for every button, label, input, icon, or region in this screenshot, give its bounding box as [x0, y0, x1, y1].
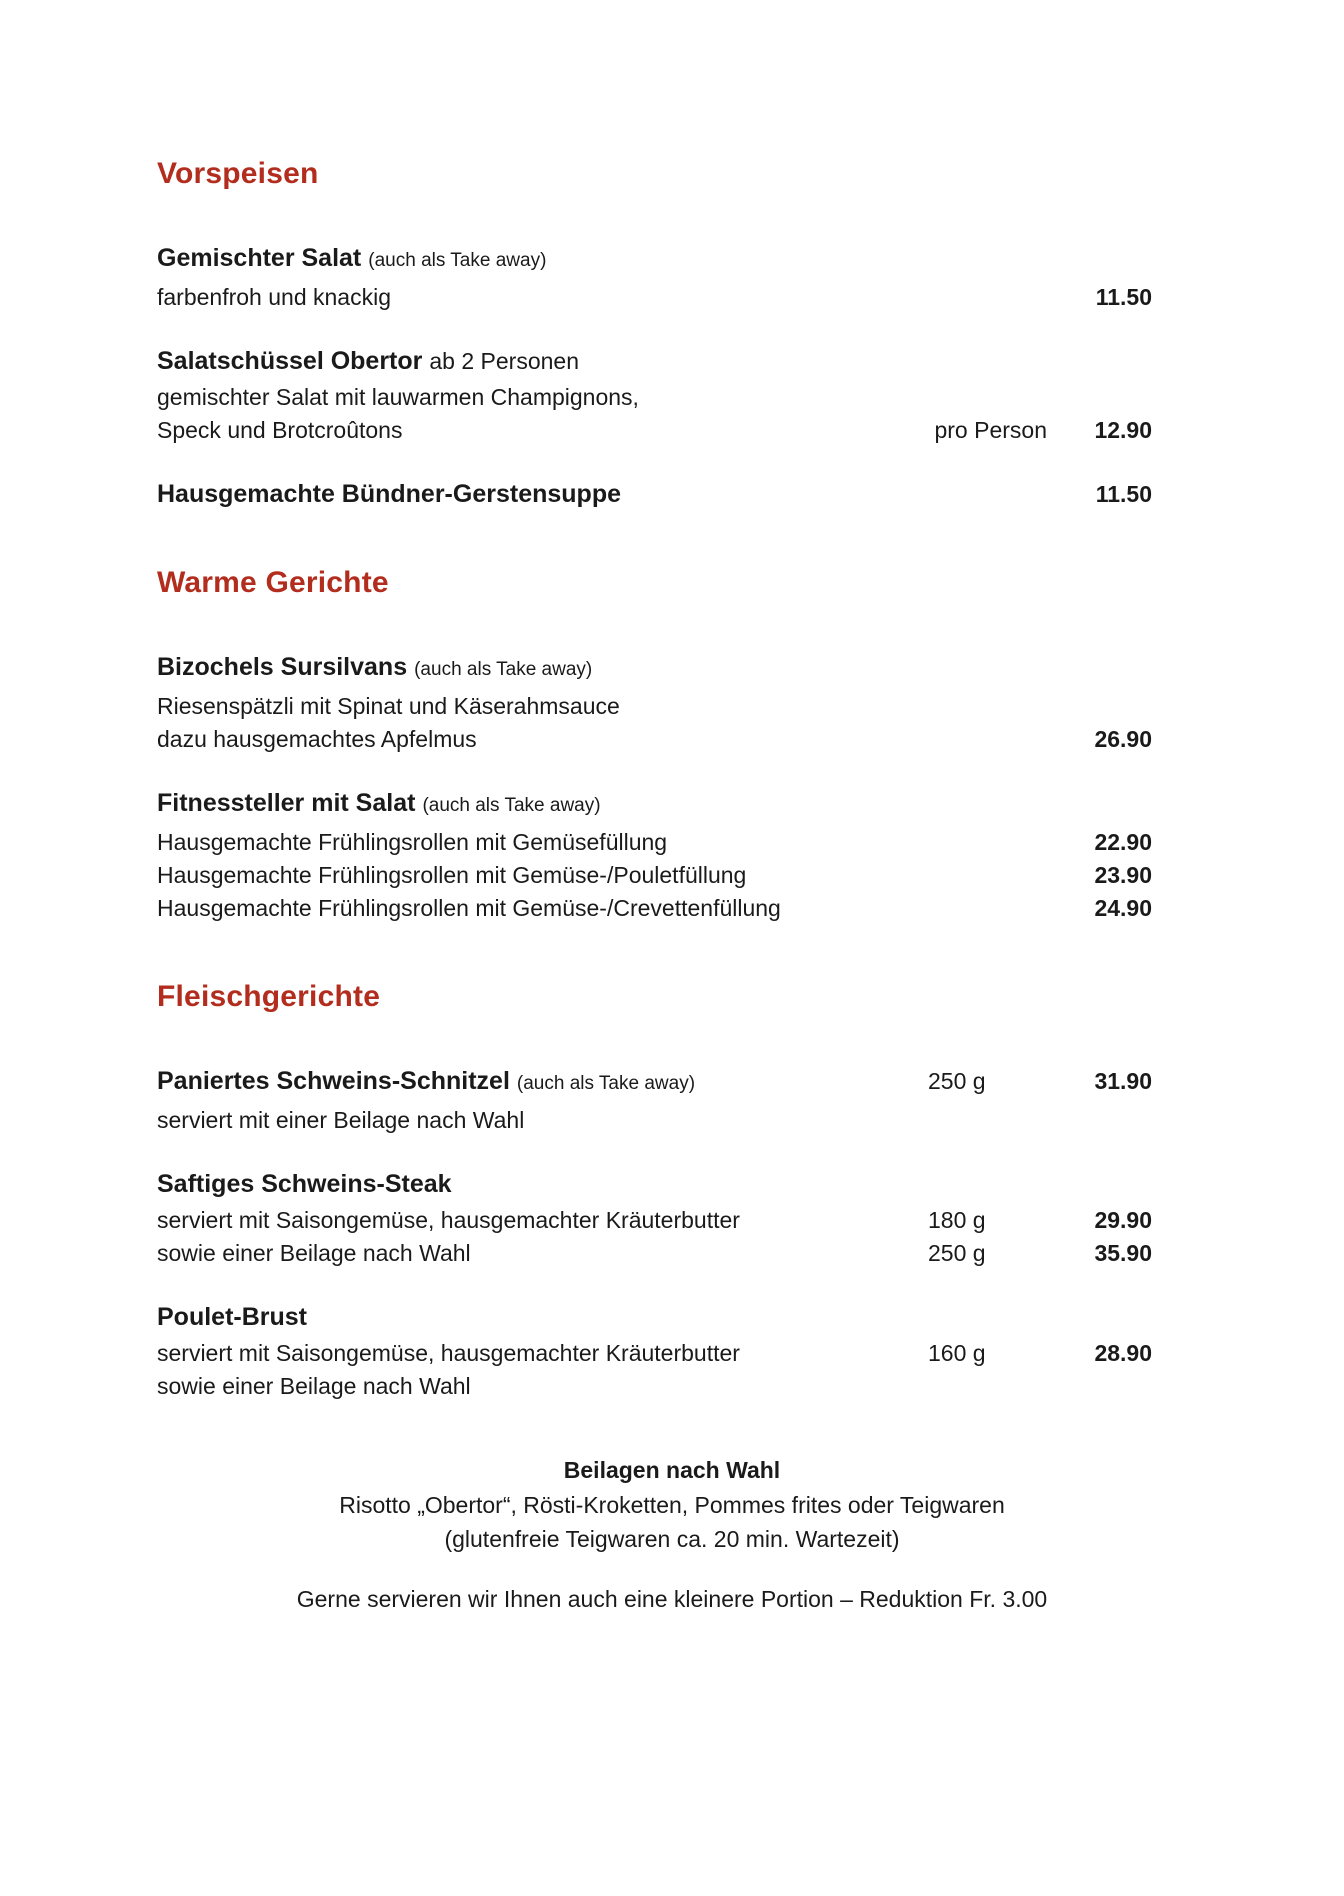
item-description: serviert mit Saisongemüse, hausgemachter Kräuterbutter	[157, 1207, 740, 1233]
section-fleischgerichte	[157, 975, 1152, 1403]
item-description: sowie einer Beilage nach Wahl	[157, 1240, 471, 1266]
item-description: Speck und Brotcroûtons	[157, 417, 403, 443]
item-name-cell	[157, 1064, 927, 1101]
item-name: Paniertes Schweins-Schnitzel	[157, 1067, 510, 1095]
item-name-cell	[157, 344, 927, 378]
item-description: farbenfroh und knackig	[157, 284, 391, 310]
item-title-row	[157, 786, 1152, 823]
section-title: Warme Gerichte	[157, 566, 389, 599]
item-description: serviert mit einer Beilage nach Wahl	[157, 1107, 525, 1133]
item-price: 24.90	[1094, 895, 1152, 921]
item-price: 29.90	[1094, 1207, 1152, 1233]
item-line	[157, 281, 1152, 314]
item-title-row	[157, 1167, 1152, 1201]
item-price: 11.50	[1095, 481, 1152, 507]
small-portion-note: Gerne servieren wir Ihnen auch eine kleinere Portion – Reduktion Fr. 3.00	[296, 1586, 1048, 1612]
menu-item-poulet-brust	[157, 1300, 1152, 1403]
item-name-cell	[157, 241, 927, 278]
item-title-row	[157, 241, 1152, 278]
item-unit: pro Person	[934, 417, 1047, 443]
menu-item-gemischter-salat	[157, 241, 1152, 314]
item-price: 12.90	[1094, 417, 1152, 443]
item-description: Riesenspätzli mit Spinat und Käserahmsauce	[157, 693, 620, 719]
sides-options: Risotto „Obertor“, Rösti-Kroketten, Pommes frites oder Teigwaren	[339, 1492, 1005, 1518]
item-name-cell	[157, 650, 927, 687]
item-unit: 180 g	[928, 1207, 986, 1233]
item-line	[157, 892, 1152, 925]
gluten-free-note: (glutenfreie Teigwaren ca. 20 min. Wartezeit)	[444, 1526, 900, 1552]
item-note: (auch als Take away)	[414, 659, 593, 680]
item-name: Fitnessteller mit Salat	[157, 789, 416, 817]
item-title-row	[157, 650, 1152, 687]
item-title-row	[157, 1064, 1152, 1101]
item-price: 35.90	[1094, 1240, 1152, 1266]
item-line	[157, 1204, 1152, 1237]
item-description: dazu hausgemachtes Apfelmus	[157, 726, 477, 752]
menu-item-buendner-gerstensuppe	[157, 477, 1152, 511]
item-description: gemischter Salat mit lauwarmen Champignons,	[157, 384, 639, 410]
item-description: Hausgemachte Frühlingsrollen mit Gemüsefüllung	[157, 829, 668, 855]
item-title-row	[157, 344, 1152, 378]
item-line	[157, 859, 1152, 892]
item-price: 22.90	[1094, 829, 1152, 855]
sides-footer	[157, 1453, 1187, 1616]
item-name: Hausgemachte Bündner-Gerstensuppe	[157, 480, 621, 508]
section-warme-gerichte	[157, 561, 1152, 925]
section-title: Fleischgerichte	[157, 980, 381, 1013]
item-price: 26.90	[1094, 726, 1152, 752]
item-name-cell	[157, 477, 927, 511]
item-line	[157, 1237, 1152, 1270]
item-suffix: ab 2 Personen	[429, 348, 580, 374]
item-name-cell	[157, 1300, 927, 1334]
menu-item-paniertes-schnitzel	[157, 1064, 1152, 1137]
item-name: Poulet-Brust	[157, 1303, 307, 1331]
section-vorspeisen	[157, 152, 1152, 511]
item-description: Hausgemachte Frühlingsrollen mit Gemüse-/Crevettenfüllung	[157, 895, 781, 921]
item-line	[157, 723, 1152, 756]
item-line	[157, 826, 1152, 859]
section-title: Vorspeisen	[157, 157, 319, 190]
item-name: Bizochels Sursilvans	[157, 653, 408, 681]
item-line	[157, 1370, 1152, 1403]
menu-content	[157, 152, 1152, 1616]
item-title-row	[157, 1300, 1152, 1334]
item-note: (auch als Take away)	[516, 1073, 696, 1094]
item-description: serviert mit Saisongemüse, hausgemachter Kräuterbutter	[157, 1340, 740, 1366]
sides-heading: Beilagen nach Wahl	[563, 1457, 781, 1483]
item-name-cell	[157, 1167, 927, 1201]
item-price: 31.90	[1094, 1068, 1152, 1094]
item-name: Gemischter Salat	[157, 244, 362, 272]
item-line	[157, 1337, 1152, 1370]
item-unit: 250 g	[928, 1240, 986, 1266]
item-price: 28.90	[1094, 1340, 1152, 1366]
menu-item-salatschuessel-obertor	[157, 344, 1152, 447]
item-unit: 250 g	[928, 1068, 986, 1094]
item-name: Saftiges Schweins-Steak	[157, 1170, 452, 1198]
item-description: sowie einer Beilage nach Wahl	[157, 1373, 471, 1399]
item-name-cell	[157, 786, 927, 823]
item-unit: 160 g	[928, 1340, 986, 1366]
menu-item-bizochels-sursilvans	[157, 650, 1152, 756]
item-price: 23.90	[1094, 862, 1152, 888]
item-line	[157, 1104, 1152, 1137]
item-line	[157, 414, 1152, 447]
item-line	[157, 381, 1152, 414]
item-note: (auch als Take away)	[422, 795, 601, 816]
item-line	[157, 690, 1152, 723]
item-price: 11.50	[1095, 284, 1152, 310]
item-note: (auch als Take away)	[368, 250, 547, 271]
menu-item-schweins-steak	[157, 1167, 1152, 1270]
item-name: Salatschüssel Obertor	[157, 347, 423, 375]
item-description: Hausgemachte Frühlingsrollen mit Gemüse-/Pouletfüllung	[157, 862, 747, 888]
menu-item-fitnessteller	[157, 786, 1152, 925]
item-title-row	[157, 477, 1152, 511]
